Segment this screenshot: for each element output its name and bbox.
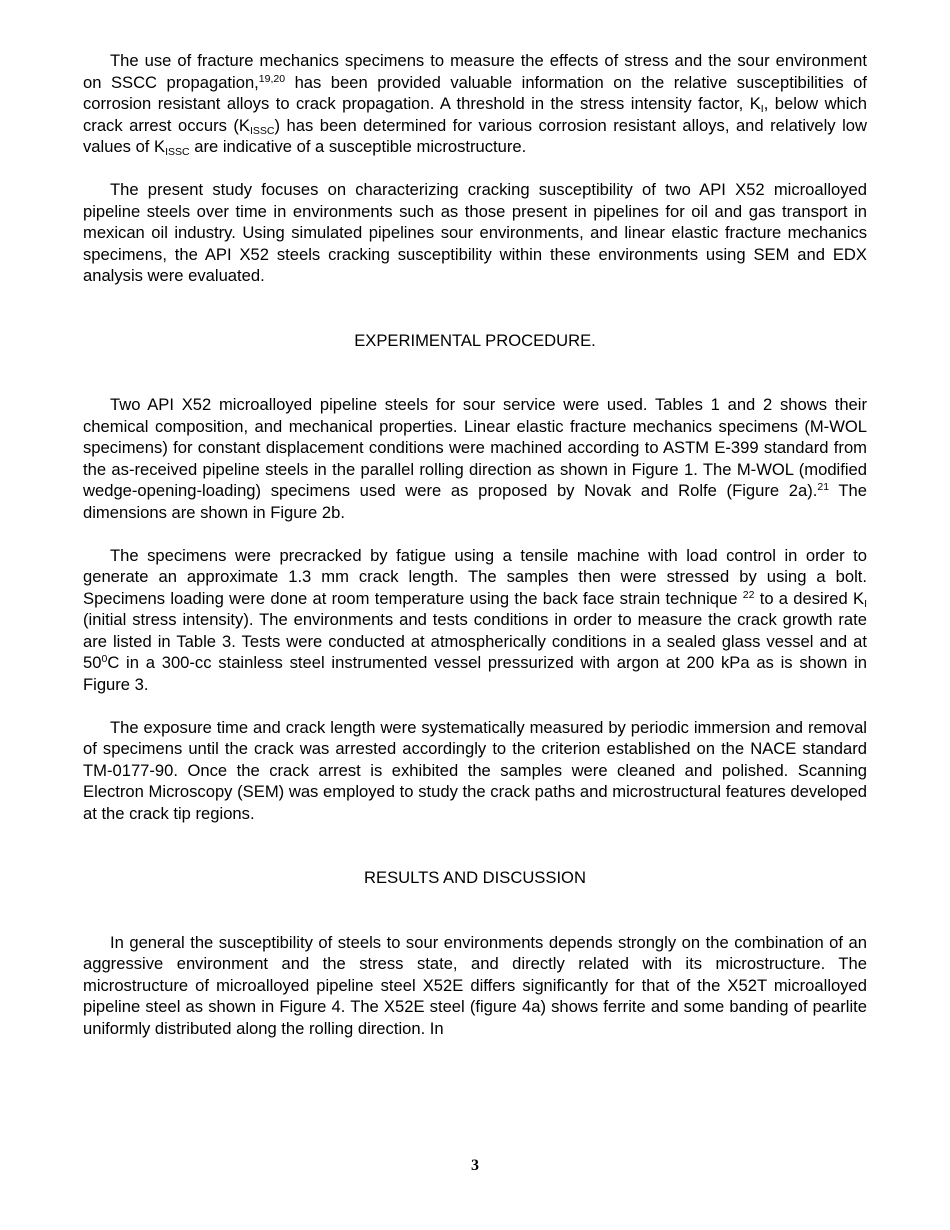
text-run: The use of fracture mechanics specimens to measure the effects of stress and the sour environment on SSCC propagation, <box>83 51 867 92</box>
citation-ref: 22 <box>742 588 755 601</box>
text-run: are indicative of a susceptible microstructure. <box>189 137 527 156</box>
paragraph-exposure: The exposure time and crack length were systematically measured by periodic immersion and removal of specimens until the crack was arrested accordingly to the criterion established on the NACE standard TM-0177-90. Once the crack arrest is exhibited the samples were cleaned and polished. Scanning Electron Microscopy (SEM) was employed to study the crack paths and microstructural features developed at the crack tip regions. <box>83 717 867 823</box>
page-number: 3 <box>471 1157 479 1174</box>
paragraph-intro <box>83 50 867 158</box>
text-run: to a desired K <box>754 588 865 608</box>
paragraph-materials <box>83 394 867 523</box>
text-run: (initial stress intensity). The environments and tests conditions in order to measure the crack growth rate are listed in Table 3. Tests were conducted at atmospherically conditions in a sealed glass vessel and at 50 <box>83 610 867 672</box>
citation-ref: 21 <box>817 481 830 493</box>
section-heading-experimental: EXPERIMENTAL PROCEDURE. <box>354 330 596 350</box>
text-run: The specimens were precracked by fatigue using a tensile machine with load control in order to generate an approximate 1.3 mm crack length. The samples then were stressed by using a bolt. Specimens loading were done at room temperature using the back face strain technique <box>83 545 867 608</box>
text-run: , below which crack arrest occurs (K <box>83 94 867 135</box>
text-run: ) has been determined for various corrosion resistant alloys, and relatively low values of K <box>83 115 867 156</box>
superscript-degree: 0 <box>101 653 108 665</box>
page-body <box>83 50 867 1039</box>
subscript: ISSC <box>165 146 190 158</box>
paragraph-study-focus: The present study focuses on characterizing cracking susceptibility of two API X52 microalloyed pipeline steels over time in environments such as those present in pipelines for oil and gas transport in mexican oil industry. Using simulated pipelines sour environments, and linear elastic fracture mechanics specimens, the API X52 steels cracking susceptibility within these environments using SEM and EDX analysis were evaluated. <box>83 180 867 285</box>
citation-ref: 19,20 <box>258 72 286 85</box>
text-run: has been provided valuable information on the relative susceptibilities of corrosion resistant alloys to crack propagation. A threshold in the stress intensity factor, K <box>83 72 867 113</box>
text-run: Two API X52 microalloyed pipeline steels for sour service were used. Tables 1 and 2 shows their chemical composition, and mechanical properties. Linear elastic fracture mechanics specimens (M-WOL specimens) for constant displacement conditions were machined according to ASTM E-399 standard from the as-received pipeline steels in the parallel rolling direction as shown in Figure 1. The M-WOL (modified wedge-opening-loading) specimens used were as proposed by Novak and Rolfe (Figure 2a). <box>83 395 867 500</box>
text-run: C in a 300-cc stainless steel instrumented vessel pressurized with argon at 200 kPa as is shown in Figure 3. <box>83 653 867 694</box>
subscript: I <box>864 597 867 610</box>
subscript: ISSC <box>250 124 275 137</box>
text-run: The dimensions are shown in Figure 2b. <box>83 481 867 522</box>
subscript: I <box>760 103 764 115</box>
paragraph-results: In general the susceptibility of steels to sour environments depends strongly on the combination of an aggressive environment and the stress state, and directly related with its microstructure. The microstructure of microalloyed pipeline steel X52E differs significantly for that of the X52T microalloyed pipeline steel as shown in Figure 4. The X52E steel (figure 4a) shows ferrite and some banding of pearlite uniformly distributed along the rolling direction. In <box>83 932 867 1038</box>
section-heading-results: RESULTS AND DISCUSSION <box>364 868 586 887</box>
paragraph-precracking <box>83 545 867 696</box>
